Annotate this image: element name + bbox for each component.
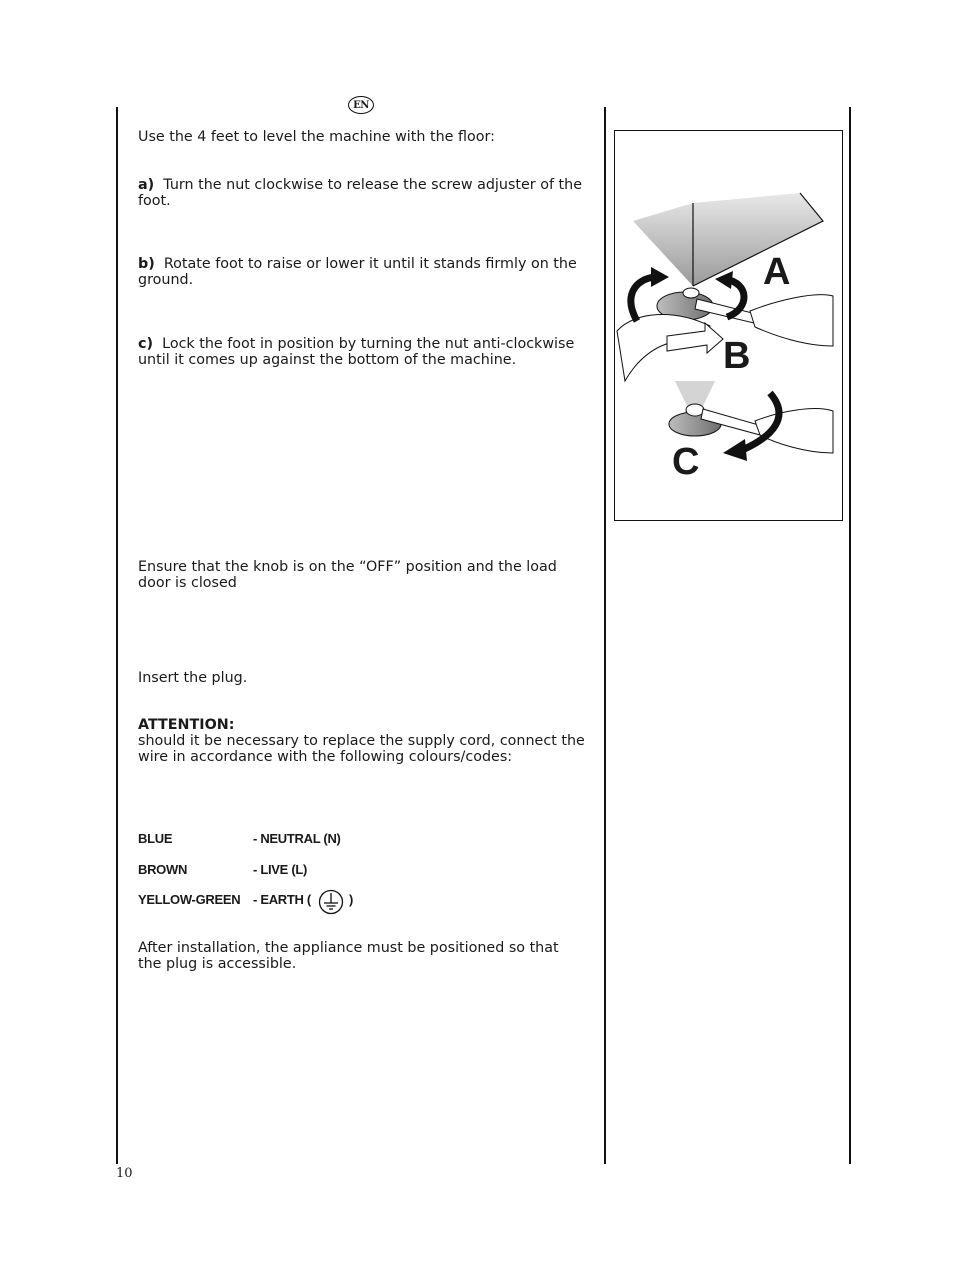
wire-code-earth-close: )	[349, 892, 354, 907]
earth-ground-icon	[318, 889, 344, 915]
step-a	[138, 177, 586, 209]
wire-colour-blue: BLUE	[138, 831, 173, 846]
figure-label-c: C	[672, 441, 700, 483]
wire-colour-brown: BROWN	[138, 862, 188, 877]
left-margin-rule	[116, 107, 118, 1164]
step-b-label: b)	[138, 256, 155, 272]
wire-code-live: - LIVE (L)	[253, 862, 308, 877]
foot-levelling-drawing	[615, 131, 842, 520]
step-c-label: c)	[138, 336, 154, 352]
attention-text: should it be necessary to replace the supply cord, connect the wire in accordance with the following colours/codes:	[138, 733, 585, 765]
foot-levelling-illustration	[614, 130, 843, 521]
right-margin-rule	[849, 107, 851, 1164]
plug-note: Insert the plug.	[138, 670, 248, 686]
wire-colour-yellow-green: YELLOW-GREEN	[138, 892, 241, 907]
language-badge: EN	[348, 96, 374, 114]
step-c-text: Lock the foot in position by turning the nut anti-clockwise until it comes up against the bottom of the machine.	[138, 336, 575, 368]
levelling-intro: Use the 4 feet to level the machine with the floor:	[138, 129, 495, 145]
knob-note: Ensure that the knob is on the “OFF” position and the load door is closed	[138, 559, 557, 591]
step-b	[138, 256, 586, 288]
attention-block	[138, 717, 586, 765]
column-divider-rule	[604, 107, 606, 1164]
step-b-text: Rotate foot to raise or lower it until it stands firmly on the ground.	[138, 256, 577, 288]
attention-title: ATTENTION:	[138, 717, 235, 733]
step-a-text: Turn the nut clockwise to release the screw adjuster of the foot.	[138, 177, 583, 209]
wire-code-neutral: - NEUTRAL (N)	[253, 831, 341, 846]
figure-label-b: B	[723, 335, 751, 377]
figure-label-a: A	[763, 251, 791, 293]
page-number: 10	[116, 1166, 133, 1181]
step-c	[138, 336, 586, 368]
wire-code-earth: - EARTH (	[253, 892, 311, 907]
after-installation-note: After installation, the appliance must be positioned so that the plug is accessible.	[138, 940, 559, 972]
step-a-label: a)	[138, 177, 155, 193]
